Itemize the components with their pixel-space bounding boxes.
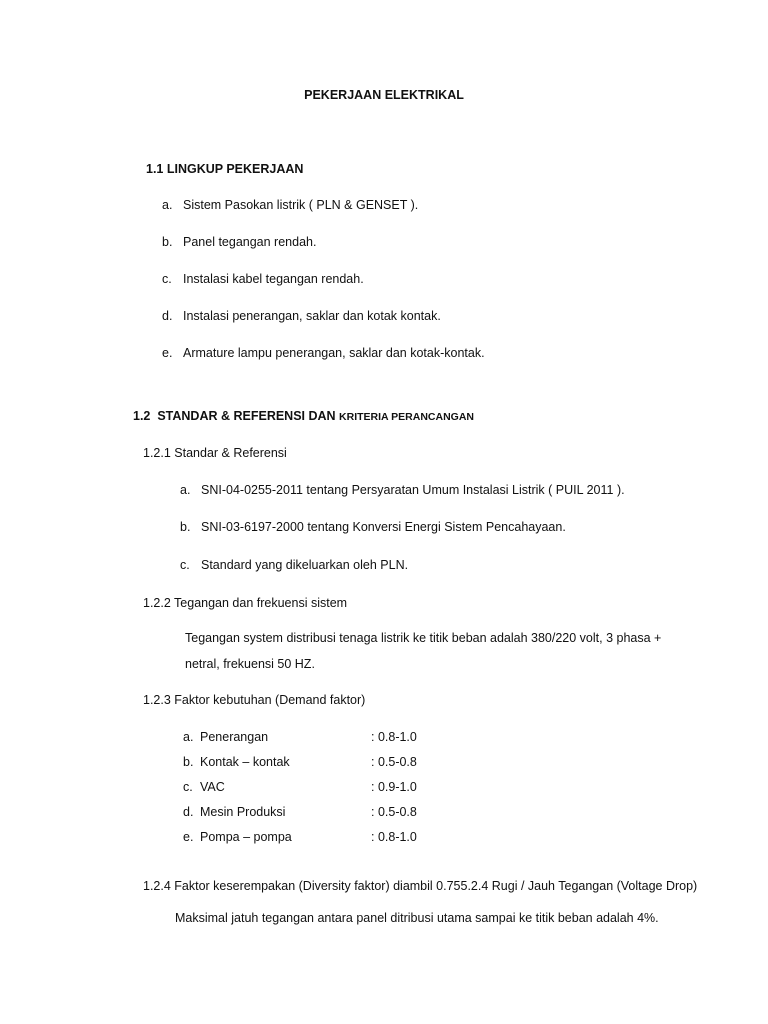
list-marker: d. — [162, 309, 173, 323]
factor-label: VAC — [200, 780, 225, 794]
list-marker: c. — [162, 272, 172, 286]
document-title: PEKERJAAN ELEKTRIKAL — [304, 88, 464, 102]
list-marker: b. — [180, 520, 191, 534]
list-item-text: Instalasi penerangan, saklar dan kotak kontak. — [183, 309, 441, 323]
factor-row — [183, 829, 292, 845]
list-item — [180, 482, 625, 498]
list-marker: a. — [180, 483, 191, 497]
list-item — [162, 271, 364, 287]
list-item — [162, 308, 441, 324]
list-marker: a. — [162, 198, 173, 212]
factor-value: : 0.9-1.0 — [371, 780, 417, 794]
paragraph-line: Maksimal jatuh tegangan antara panel ditribusi utama sampai ke titik beban adalah 4%. — [175, 911, 659, 925]
list-item — [180, 557, 408, 573]
list-item-text: SNI-04-0255-2011 tentang Persyaratan Umum Instalasi Listrik ( PUIL 2011 ). — [201, 483, 625, 497]
list-marker: b. — [183, 755, 194, 769]
subsection-heading-1-2-1: 1.2.1 Standar & Referensi — [143, 446, 287, 460]
factor-label: Kontak – kontak — [200, 755, 290, 769]
list-item-text: Armature lampu penerangan, saklar dan kotak-kontak. — [183, 346, 485, 360]
list-marker: b. — [162, 235, 173, 249]
list-marker: a. — [183, 730, 194, 744]
factor-value: : 0.8-1.0 — [371, 730, 417, 744]
list-item — [162, 197, 418, 213]
list-marker: d. — [183, 805, 194, 819]
list-item-text: SNI-03-6197-2000 tentang Konversi Energi Sistem Pencahayaan. — [201, 520, 566, 534]
factor-label: Mesin Produksi — [200, 805, 286, 819]
section-heading-main: 1.2 STANDAR & REFERENSI DAN — [133, 409, 340, 423]
list-marker: c. — [183, 780, 193, 794]
list-item-text: Instalasi kabel tegangan rendah. — [183, 272, 364, 286]
factor-value: : 0.5-0.8 — [371, 805, 417, 819]
subsection-heading-1-2-2: 1.2.2 Tegangan dan frekuensi sistem — [143, 596, 348, 610]
list-marker: e. — [162, 346, 173, 360]
subsection-heading-1-2-3: 1.2.3 Faktor kebutuhan (Demand faktor) — [143, 693, 366, 707]
list-item-text: Panel tegangan rendah. — [183, 235, 317, 249]
list-item-text: Sistem Pasokan listrik ( PLN & GENSET ). — [183, 198, 419, 212]
subsection-heading-1-2-4: 1.2.4 Faktor keserempakan (Diversity faktor) diambil 0.755.2.4 Rugi / Jauh Tegangan (Voltage Drop) — [143, 879, 698, 893]
section-heading-smallcaps: KRITERIA PERANCANGAN — [339, 411, 474, 423]
factor-row — [183, 804, 285, 820]
factor-label: Penerangan — [200, 730, 269, 744]
list-marker: e. — [183, 830, 194, 844]
list-marker: c. — [180, 558, 190, 572]
list-item — [180, 519, 566, 535]
factor-row — [183, 779, 225, 795]
factor-label: Pompa – pompa — [200, 830, 292, 844]
paragraph-line: netral, frekuensi 50 HZ. — [185, 657, 315, 671]
list-item-text: Standard yang dikeluarkan oleh PLN. — [201, 558, 409, 572]
section-heading-1-2 — [133, 408, 474, 425]
factor-row — [183, 754, 290, 770]
list-item — [162, 234, 316, 250]
factor-row — [183, 729, 268, 745]
factor-value: : 0.5-0.8 — [371, 755, 417, 769]
factor-value: : 0.8-1.0 — [371, 830, 417, 844]
list-item — [162, 345, 485, 361]
paragraph-line: Tegangan system distribusi tenaga listrik ke titik beban adalah 380/220 volt, 3 phasa + — [185, 631, 662, 645]
section-heading-1-1: 1.1 LINGKUP PEKERJAAN — [146, 162, 304, 176]
